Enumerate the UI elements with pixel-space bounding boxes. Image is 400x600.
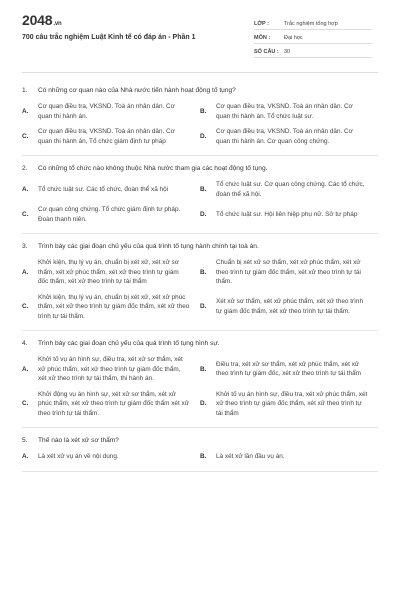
answer-option[interactable] (200, 202, 378, 227)
info-label: LỚP : (254, 21, 269, 27)
answer-option[interactable] (200, 99, 378, 124)
option-text: Chuẩn bị xét xử sơ thẩm, xét xử phúc thẩm, xét xử theo trình tự giám đốc thẩm, xét xử theo trình tự tái thẩm. (216, 259, 361, 285)
question-header (22, 82, 378, 99)
site-logo[interactable] (22, 12, 61, 28)
answer-option[interactable] (22, 387, 200, 422)
info-label: MÔN : (254, 35, 271, 41)
option-letter: A. (22, 268, 29, 276)
option-letter: D. (200, 210, 207, 218)
info-value: Trắc nghiệm tổng hợp (284, 21, 338, 27)
document-header (0, 0, 400, 64)
answer-option[interactable] (22, 290, 200, 325)
option-letter: A. (22, 453, 29, 460)
option-letter: D. (200, 132, 207, 140)
option-letter: A. (22, 107, 29, 115)
answer-options (22, 352, 378, 421)
option-text: Khởi kiện, thụ lý vụ án, chuẩn bị xét xử, xét xử phúc thẩm, xét xử theo trình tự giám đốc thẩm, xét xử theo trình tự tái thẩm. (38, 293, 190, 320)
option-letter: B. (200, 185, 207, 193)
option-text: Cơ quan điều tra, VKSND. Toà án nhân dân. Cơ quan thi hành án. Cơ quan công chứng. (216, 128, 353, 145)
option-text: Khởi kiện, thụ lý vụ án, chuẩn bị xét xử, xét xử sơ thẩm, xét xử phúc thẩm, xét xử theo trình tự giám đốc thẩm, xét xử theo trình tự tái thẩm (38, 259, 179, 285)
option-letter: C. (22, 132, 29, 140)
option-text: Cơ quan công chứng. Tổ chức giám định tư pháp. Đoàn thanh niên. (38, 206, 181, 223)
option-text: Điều tra, xét xử sơ thẩm, xét xử phúc thẩm, xét xử theo trình tự giám đốc, xét xử theo trình tự tái thẩm (216, 360, 361, 378)
option-text: Xét xử sơ thẩm, xét xử phúc thẩm, xét xử theo trình tự giám đốc thẩm, xét xử theo trình tự tái thẩm. (216, 298, 364, 315)
answer-options (22, 177, 378, 227)
option-text: Khởi động vụ án hình sự, xét xử sơ thẩm, xét xử phúc thẩm, xét xử theo trình tự giám đốc thẩm xét xử theo trình tự tái thẩm. (38, 390, 190, 417)
info-row (254, 30, 372, 44)
option-text: Cơ quan điều tra, VKSND. Toà án nhân dân. Cơ quan thi hành án. Tổ chức luật sư. (216, 103, 353, 120)
question-number: 4. (22, 340, 28, 347)
question-number: 5. (22, 437, 28, 444)
document-title: 700 câu trắc nghiệm Luật Kinh tế có đáp án - Phần 1 (22, 34, 196, 41)
option-letter: D. (200, 400, 207, 407)
question (22, 156, 378, 234)
question (22, 234, 378, 331)
answer-option[interactable] (200, 255, 378, 290)
logo-text: 2048 (22, 12, 53, 28)
logo-tld: .vn (53, 21, 62, 27)
question-number: 3. (22, 243, 28, 250)
option-text: Là xét xử lần đầu vụ án. (216, 453, 285, 460)
question-header (22, 238, 378, 255)
answer-option[interactable] (200, 387, 378, 422)
question-header (22, 432, 378, 449)
answer-option[interactable] (200, 290, 378, 325)
option-letter: A. (22, 365, 29, 373)
option-text: Tổ chức luật sư. Cơ quan công chứng. Các tổ chức, đoàn thể xã hội. (216, 181, 365, 198)
info-label: SỐ CÂU : (254, 49, 279, 55)
answer-option[interactable] (22, 352, 200, 387)
option-text: Cơ quan điều tra, VKSND. Toà án nhân dân. Cơ quan thi hành án, Tổ chức giám định tư pháp (38, 128, 175, 145)
option-letter: A. (22, 185, 29, 193)
option-text: Là xét xử vụ án về nội dung. (38, 453, 119, 460)
question-header (22, 335, 378, 352)
info-row (254, 16, 372, 30)
question (22, 428, 378, 472)
option-letter: C. (22, 210, 29, 218)
option-text: Tổ chức luật sư. Hội liên hiệp phụ nữ. Sở tư pháp (216, 210, 358, 218)
option-letter: C. (22, 400, 29, 407)
info-value: Đại học (284, 35, 303, 41)
question-text: Có những cơ quan nào của Nhà nước tiến hành hoạt động tố tụng? (38, 87, 236, 94)
question-number: 2. (22, 165, 28, 172)
question-list (22, 78, 378, 472)
answer-option[interactable] (22, 124, 200, 149)
answer-options (22, 99, 378, 149)
answer-option[interactable] (200, 124, 378, 149)
answer-options (22, 255, 378, 324)
question-text: Có những tổ chức nào không thuộc Nhà nước tham gia các hoạt động tố tụng. (38, 165, 268, 172)
question-text: Trình bày các giai đoạn chủ yếu của quá trình tố tụng hình sự. (38, 340, 220, 347)
answer-options (22, 449, 378, 465)
info-row (254, 44, 372, 58)
answer-option[interactable] (22, 255, 200, 290)
answer-option[interactable] (22, 202, 200, 227)
option-letter: B. (200, 107, 207, 115)
option-letter: D. (200, 303, 207, 310)
question-text: Thế nào là xét xử sơ thẩm? (38, 437, 119, 444)
question-text: Trình bày các giai đoạn chủ yếu của quá trình tố tụng hành chính tại toà án. (38, 243, 259, 250)
answer-option[interactable] (200, 177, 378, 202)
answer-option[interactable] (22, 99, 200, 124)
option-text: Cơ quan điều tra, VKSND. Toà án nhân dân. Cơ quan thi hành án. (38, 103, 175, 120)
question-number: 1. (22, 87, 28, 94)
header-divider (22, 72, 378, 73)
info-grid (254, 16, 372, 58)
answer-option[interactable] (22, 177, 200, 202)
option-text: Khởi tố vụ án hình sự, điều tra, xét xử sơ thẩm, xét xử phúc thẩm, xét xử theo trình tự giám đốc thẩm, xét xử theo trình tự tái thẩm, thi hành án. (38, 356, 183, 382)
option-letter: B. (200, 365, 207, 373)
question-header (22, 160, 378, 177)
option-text: Tổ chức luật sư. Các tổ chức, đoàn thể xã hội (38, 185, 169, 193)
info-value: 30 (284, 49, 291, 55)
question (22, 331, 378, 428)
answer-option[interactable] (22, 449, 200, 465)
option-letter: B. (200, 453, 207, 460)
answer-option[interactable] (200, 449, 378, 465)
question (22, 78, 378, 156)
option-letter: C. (22, 303, 29, 310)
option-letter: B. (200, 268, 207, 276)
answer-option[interactable] (200, 352, 378, 387)
option-text: Khởi tố vụ án hình sự, điều tra, xét xử phúc thẩm, xét xử theo trình tự giám đốc thẩm, xét xử theo trình tự tái thẩm (216, 390, 368, 417)
